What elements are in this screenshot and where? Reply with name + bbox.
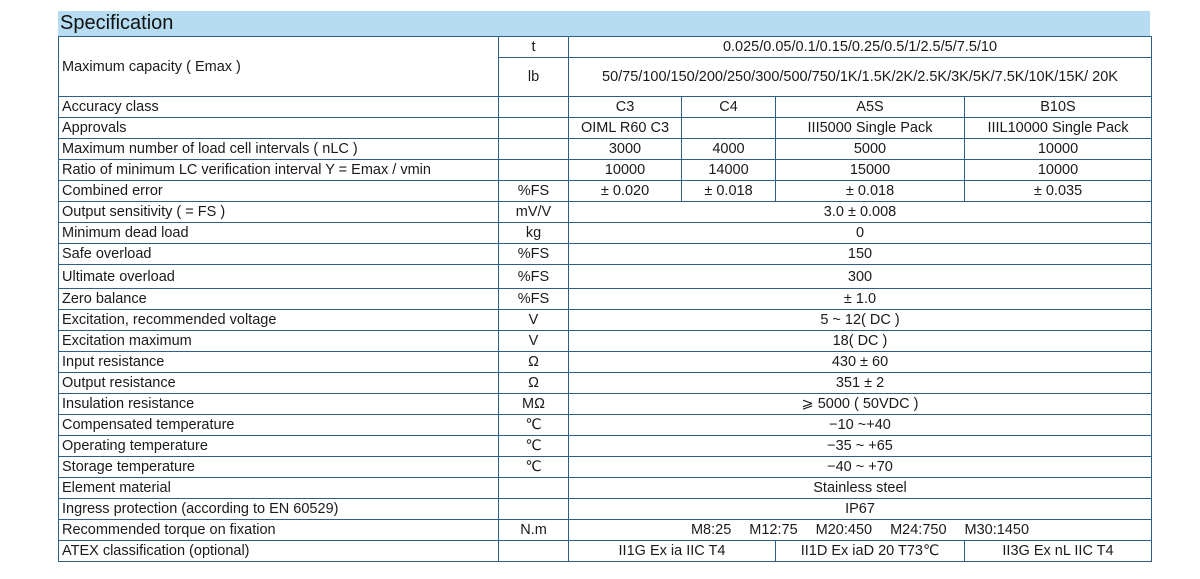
accuracy-c4: C4 [682, 97, 776, 118]
table-row [59, 118, 1152, 139]
row-value: 5 ~ 12( DC ) [569, 310, 1152, 331]
row-label: Ultimate overload [59, 265, 499, 289]
table-row [59, 415, 1152, 436]
approvals-c4 [682, 118, 776, 139]
combined-c4: ± 0.018 [682, 181, 776, 202]
torque-m20: M20:450 [815, 522, 873, 538]
table-row [59, 499, 1152, 520]
table-row [59, 436, 1152, 457]
table-row [59, 331, 1152, 352]
row-label: Input resistance [59, 352, 499, 373]
torque-m30: M30:1450 [964, 522, 1030, 538]
row-unit: V [499, 310, 569, 331]
row-label: Ingress protection (according to EN 60529) [59, 499, 499, 520]
table-row [59, 181, 1152, 202]
row-unit: %FS [499, 289, 569, 310]
table-row [59, 202, 1152, 223]
intervals-label: Maximum number of load cell intervals ( nLC ) [59, 139, 499, 160]
row-unit: kg [499, 223, 569, 244]
approvals-b10s: IIIL10000 Single Pack [965, 118, 1152, 139]
row-unit: ℃ [499, 436, 569, 457]
accuracy-c3: C3 [569, 97, 682, 118]
intervals-c3: 3000 [569, 139, 682, 160]
atex-ii1g: II1G Ex ia IIC T4 [569, 541, 776, 562]
combined-label: Combined error [59, 181, 499, 202]
row-label: Minimum dead load [59, 223, 499, 244]
row-value: 18( DC ) [569, 331, 1152, 352]
row-label: Element material [59, 478, 499, 499]
row-unit: Ω [499, 352, 569, 373]
ratio-b10s: 10000 [965, 160, 1152, 181]
intervals-b10s: 10000 [965, 139, 1152, 160]
row-value: IP67 [569, 499, 1152, 520]
table-row [59, 289, 1152, 310]
capacity-value-t: 0.025/0.05/0.1/0.15/0.25/0.5/1/2.5/5/7.5/10 [569, 37, 1152, 58]
row-unit: ℃ [499, 415, 569, 436]
row-value: 3.0 ± 0.008 [569, 202, 1152, 223]
torque-unit: N.m [499, 520, 569, 541]
table-row [59, 457, 1152, 478]
row-label: Operating temperature [59, 436, 499, 457]
row-unit [499, 499, 569, 520]
row-value: −10 ~+40 [569, 415, 1152, 436]
table-row [59, 97, 1152, 118]
specification-table [58, 36, 1152, 562]
combined-b10s: ± 0.035 [965, 181, 1152, 202]
accuracy-b10s: B10S [965, 97, 1152, 118]
row-unit: MΩ [499, 394, 569, 415]
combined-a5s: ± 0.018 [776, 181, 965, 202]
torque-values [569, 520, 1152, 541]
row-value: Stainless steel [569, 478, 1152, 499]
approvals-c3: OIML R60 C3 [569, 118, 682, 139]
row-label: Insulation resistance [59, 394, 499, 415]
combined-unit: %FS [499, 181, 569, 202]
atex-ii1d: II1D Ex iaD 20 T73℃ [776, 541, 965, 562]
row-unit: V [499, 331, 569, 352]
table-row [59, 373, 1152, 394]
row-value: 351 ± 2 [569, 373, 1152, 394]
row-value: 150 [569, 244, 1152, 265]
row-label: Compensated temperature [59, 415, 499, 436]
accuracy-label: Accuracy class [59, 97, 499, 118]
ratio-c4: 14000 [682, 160, 776, 181]
combined-c3: ± 0.020 [569, 181, 682, 202]
ratio-label: Ratio of minimum LC verification interval Y = Emax / vmin [59, 160, 499, 181]
table-row [59, 352, 1152, 373]
torque-m24: M24:750 [890, 522, 947, 538]
atex-label: ATEX classification (optional) [59, 541, 499, 562]
approvals-label: Approvals [59, 118, 499, 139]
row-value: ⩾ 5000 ( 50VDC ) [569, 394, 1152, 415]
row-value: 430 ± 60 [569, 352, 1152, 373]
atex-ii3g: II3G Ex nL IIC T4 [965, 541, 1152, 562]
table-row [59, 478, 1152, 499]
intervals-c4: 4000 [682, 139, 776, 160]
table-row [59, 310, 1152, 331]
capacity-unit-t: t [499, 37, 569, 58]
row-unit: %FS [499, 265, 569, 289]
section-title: Specification [58, 11, 1150, 36]
capacity-unit-lb: lb [499, 58, 569, 97]
ratio-c3: 10000 [569, 160, 682, 181]
row-unit: mV/V [499, 202, 569, 223]
torque-m12: M12:75 [749, 522, 798, 538]
table-row [59, 265, 1152, 289]
row-label: Excitation, recommended voltage [59, 310, 499, 331]
row-label: Safe overload [59, 244, 499, 265]
accuracy-a5s: A5S [776, 97, 965, 118]
intervals-a5s: 5000 [776, 139, 965, 160]
row-unit [499, 478, 569, 499]
capacity-label: Maximum capacity ( Emax ) [59, 37, 499, 97]
table-row [59, 37, 1152, 58]
table-row [59, 541, 1152, 562]
row-value: 0 [569, 223, 1152, 244]
row-label: Zero balance [59, 289, 499, 310]
row-unit: %FS [499, 244, 569, 265]
row-unit: Ω [499, 373, 569, 394]
table-row [59, 520, 1152, 541]
capacity-value-lb: 50/75/100/150/200/250/300/500/750/1K/1.5K/2K/2.5K/3K/5K/7.5K/10K/15K/ 20K [569, 58, 1152, 97]
approvals-a5s: III5000 Single Pack [776, 118, 965, 139]
torque-m8: M8:25 [690, 522, 732, 538]
row-value: −40 ~ +70 [569, 457, 1152, 478]
ratio-a5s: 15000 [776, 160, 965, 181]
table-row [59, 394, 1152, 415]
torque-label: Recommended torque on fixation [59, 520, 499, 541]
table-row [59, 160, 1152, 181]
row-value: 300 [569, 265, 1152, 289]
row-label: Storage temperature [59, 457, 499, 478]
row-value: ± 1.0 [569, 289, 1152, 310]
row-label: Excitation maximum [59, 331, 499, 352]
row-value: −35 ~ +65 [569, 436, 1152, 457]
row-unit: ℃ [499, 457, 569, 478]
row-label: Output sensitivity ( = FS ) [59, 202, 499, 223]
table-row [59, 244, 1152, 265]
table-row [59, 223, 1152, 244]
atex-unit [499, 541, 569, 562]
row-label: Output resistance [59, 373, 499, 394]
table-row [59, 139, 1152, 160]
